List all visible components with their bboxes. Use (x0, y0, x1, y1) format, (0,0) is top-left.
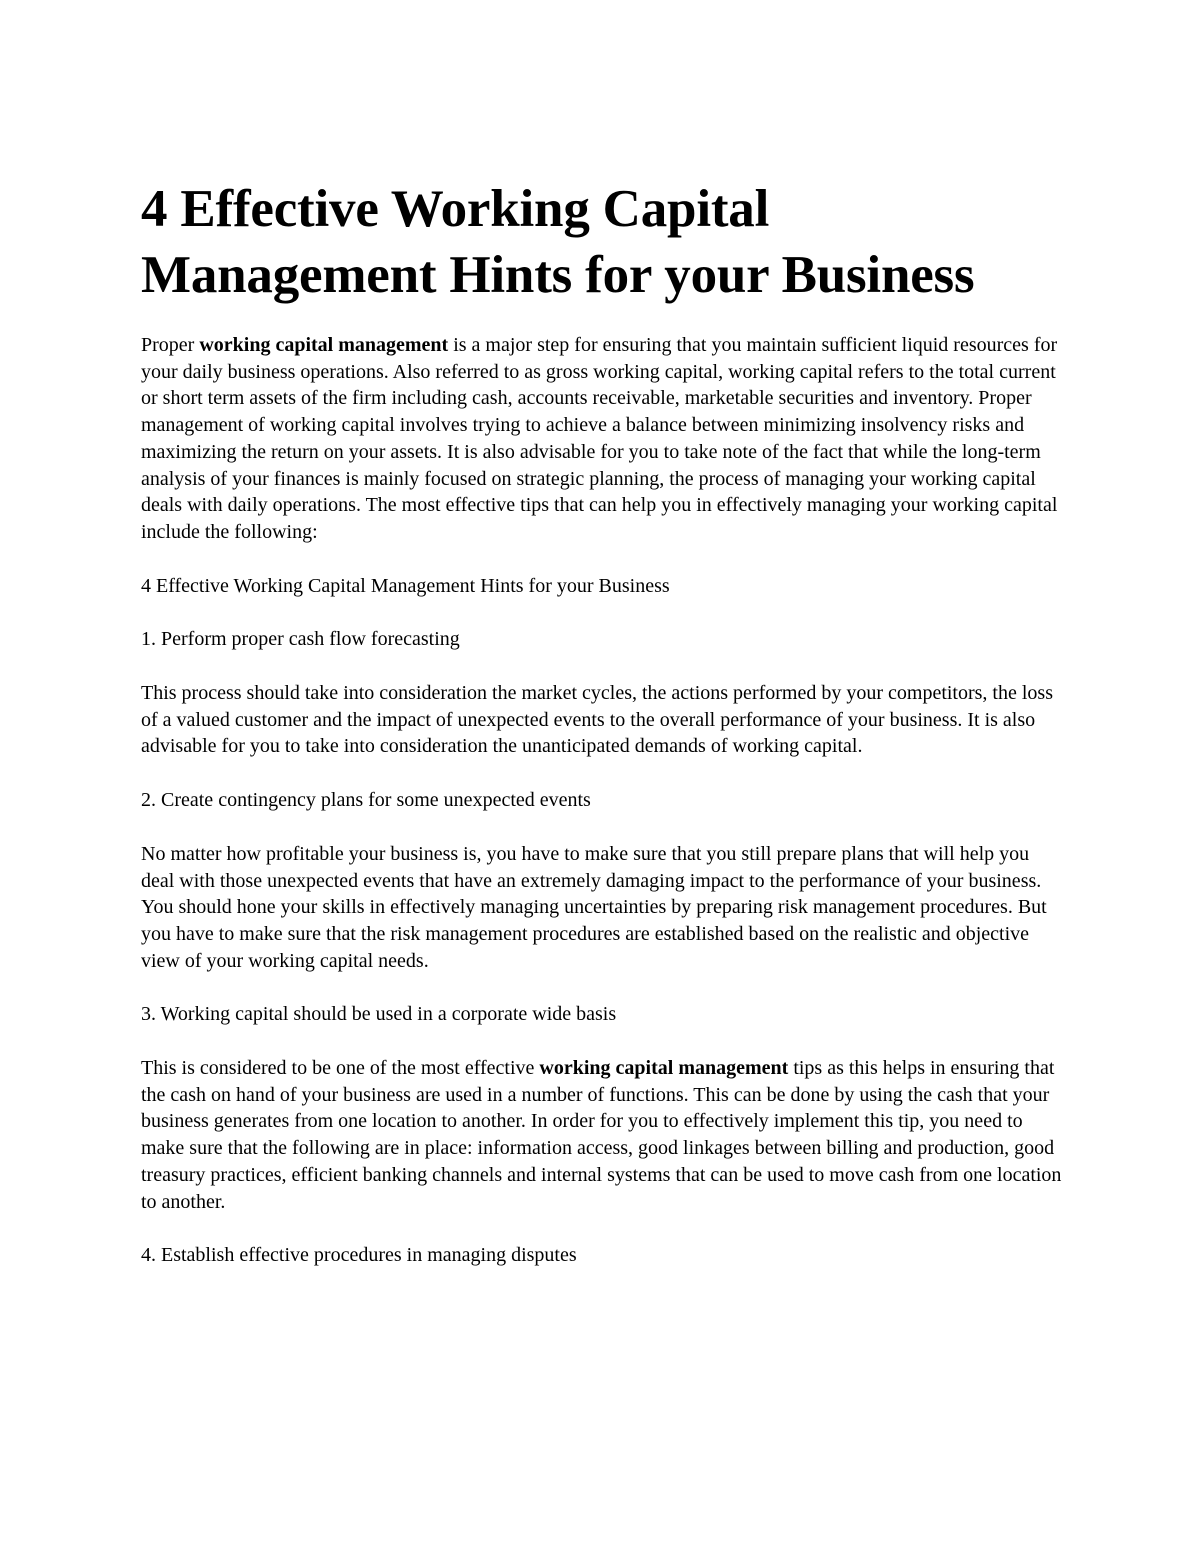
intro-paragraph (141, 332, 1066, 546)
section-3-heading: 3. Working capital should be used in a corporate wide basis (141, 1003, 617, 1026)
document-subtitle: 4 Effective Working Capital Management Hints for your Business (141, 574, 670, 597)
intro-suffix: is a major step for ensuring that you maintain sufficient liquid resources for your daily business operations. Also referred to as gross working capital, working capital refers to the total current or short term assets of the firm including cash, accounts receivable, marketable securities and inventory. Proper management of working capital involves trying to achieve a balance between minimizing insolvency risks and maximizing the return on your assets. It is also advisable for you to take note of the fact that while the long-term analysis of your finances is mainly focused on strategic planning, the process of managing your working capital deals with daily operations. The most effective tips that can help you in effectively managing your working capital include the following: (141, 334, 1058, 543)
section-2-heading: 2. Create contingency plans for some unexpected events (141, 789, 591, 812)
section-1-heading: 1. Perform proper cash flow forecasting (141, 628, 460, 651)
section-1-body: This process should take into consideration the market cycles, the actions performed by your competitors, the loss of a valued customer and the impact of unexpected events to the overall performance of your business. It is also advisable for you to take into consideration the unanticipated demands of working capital. (141, 682, 1053, 758)
section-3-body-prefix: This is considered to be one of the most effective (141, 1057, 540, 1080)
section-4-heading: 4. Establish effective procedures in managing disputes (141, 1244, 577, 1267)
section-3-bold-term: working capital management (539, 1057, 789, 1080)
section-3-body-suffix: tips as this helps in ensuring that the cash on hand of your business are used in a number of functions. This can be done by using the cash that your business generates from one location to another. In order for you to effectively implement this tip, you need to make sure that the following are in place: information access, good linkages between billing and production, good treasury practices, efficient banking channels and internal systems that can be used to move cash from one location to another. (141, 1057, 1062, 1213)
intro-prefix: Proper (141, 334, 200, 356)
section-2-body: No matter how profitable your business is, you have to make sure that you still prepare plans that will help you deal with those unexpected events that have an extremely damaging impact to the performance of your business. You should hone your skills in effectively managing uncertainties by preparing risk management procedures. But you have to make sure that the risk management procedures are established based on the realistic and objective view of your working capital needs. (141, 842, 1047, 972)
section-3-body (141, 1055, 1066, 1215)
document-title: 4 Effective Working Capital Management Hints for your Business (141, 180, 975, 304)
intro-bold-term: working capital management (199, 334, 449, 356)
document-content (141, 176, 1066, 1269)
